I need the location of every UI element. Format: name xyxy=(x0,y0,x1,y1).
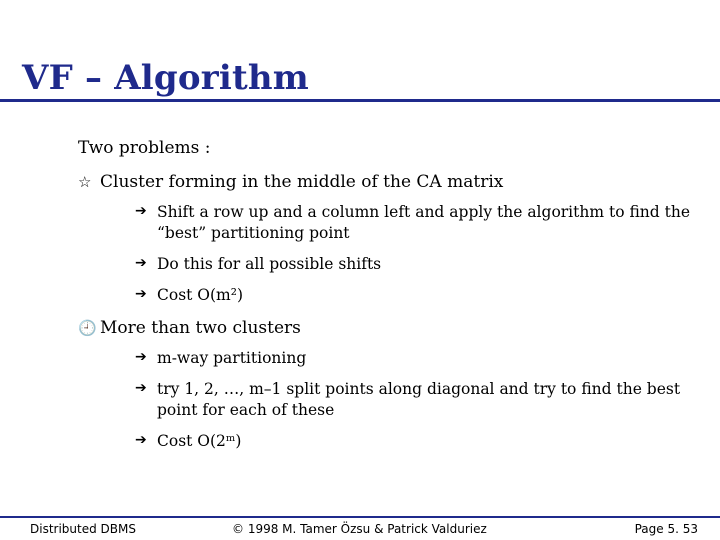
arrow-icon: ➔ xyxy=(135,203,147,219)
bullet-text: Cluster forming in the middle of the CA matrix xyxy=(100,172,504,192)
sub-item xyxy=(135,254,698,275)
bullet-text: More than two clusters xyxy=(100,318,301,338)
footer-copyright: © 1998 M. Tamer Özsu & Patrick Valduriez xyxy=(232,522,487,536)
sub-item xyxy=(135,431,698,452)
sub-item xyxy=(135,285,698,306)
slide-title: VF – Algorithm xyxy=(22,58,309,98)
clock-icon: 🕘 xyxy=(78,319,97,337)
sub-text: Do this for all possible shifts xyxy=(157,255,382,273)
arrow-icon: ➔ xyxy=(135,255,147,271)
footer-page-number: Page 5. 53 xyxy=(634,522,698,536)
arrow-icon: ➔ xyxy=(135,286,147,302)
intro-text: Two problems : xyxy=(78,138,211,158)
sub-text: try 1, 2, …, m–1 split points along diagonal and try to find the best point for each of these xyxy=(157,380,681,419)
sub-list xyxy=(135,202,698,306)
title-divider xyxy=(0,99,720,102)
sub-text: m-way partitioning xyxy=(157,349,307,367)
bullet-item xyxy=(78,318,698,338)
sub-text: Cost O(2ᵐ) xyxy=(157,432,242,450)
sub-item xyxy=(135,379,698,421)
sub-text: Shift a row up and a column left and apply the algorithm to find the “best” partitioning point xyxy=(157,203,691,242)
arrow-icon: ➔ xyxy=(135,380,147,396)
sub-item xyxy=(135,202,698,244)
bullet-item xyxy=(78,172,698,192)
arrow-icon: ➔ xyxy=(135,432,147,448)
sub-list xyxy=(135,348,698,452)
star-icon: ☆ xyxy=(78,173,92,191)
footer-divider xyxy=(0,516,720,518)
sub-item xyxy=(135,348,698,369)
footer-left: Distributed DBMS xyxy=(30,522,136,536)
slide-content xyxy=(78,138,698,464)
sub-text: Cost O(m²) xyxy=(157,286,244,304)
arrow-icon: ➔ xyxy=(135,349,147,365)
